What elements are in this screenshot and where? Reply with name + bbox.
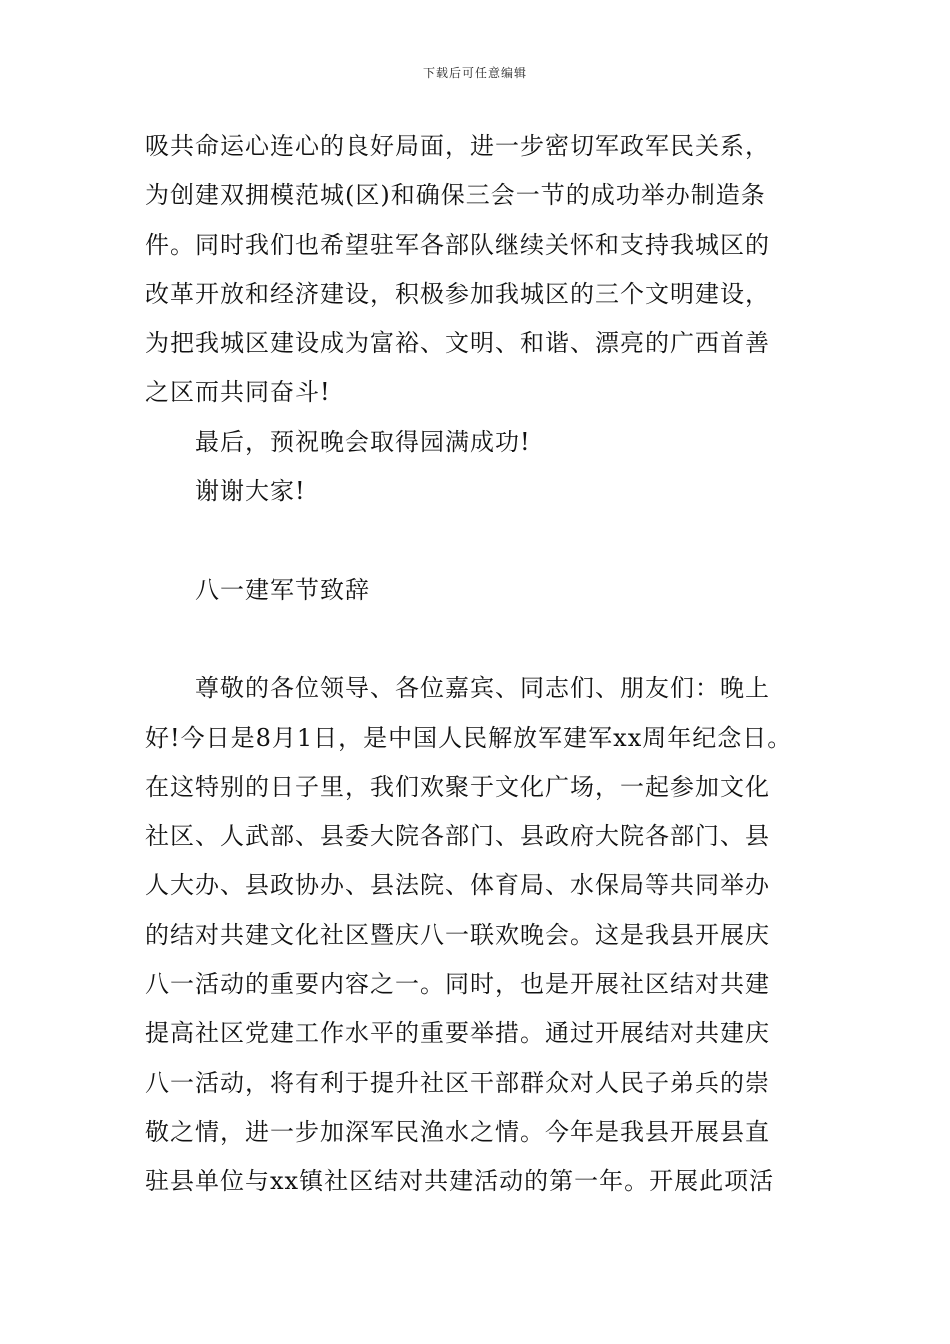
body-line: 为把我城区建设成为富裕、文明、和谐、漂亮的广西首善 <box>145 329 770 358</box>
spacer <box>145 615 845 664</box>
body-line: 为创建双拥模范城(区)和确保三会一节的成功举办制造条 <box>145 181 766 210</box>
closing-wish: 最后，预祝晚会取得园满成功! <box>195 427 531 456</box>
body-line: 在这特别的日子里，我们欢聚于文化广场，一起参加文化 <box>145 772 770 801</box>
header-note: 下载后可任意编辑 <box>422 66 527 80</box>
body-line: 改革开放和经济建设，积极参加我城区的三个文明建设， <box>145 279 770 308</box>
body-line: 的结对共建文化社区暨庆八一联欢晚会。这是我县开展庆 <box>145 920 770 949</box>
body-line: 八一活动的重要内容之一。同时，也是开展社区结对共建 <box>145 970 770 999</box>
body-line: 尊敬的各位领导、各位嘉宾、同志们、朋友们：晚上 <box>195 674 770 703</box>
body-line: 驻县单位与xx镇社区结对共建活动的第一年。开展此项活 <box>145 1167 775 1196</box>
body-line: 吸共命运心连心的良好局面，进一步密切军政军民关系， <box>145 132 770 160</box>
closing-thanks: 谢谢大家! <box>195 477 306 506</box>
body-line: 敬之情，进一步加深军民渔水之情。今年是我县开展县直 <box>145 1117 770 1146</box>
body-line: 八一活动，将有利于提升社区干部群众对人民子弟兵的崇 <box>145 1068 770 1097</box>
body-line: 人大办、县政协办、县法院、体育局、水保局等共同举办 <box>145 871 770 900</box>
body-line: 提高社区党建工作水平的重要举措。通过开展结对共建庆 <box>145 1019 770 1048</box>
body-line: 社区、人武部、县委大院各部门、县政府大院各部门、县 <box>145 822 770 851</box>
body-line: 好!今日是8月1日，是中国人民解放军建军xx周年纪念日。 <box>145 723 793 752</box>
spacer <box>145 516 845 565</box>
body-line: 之区而共同奋斗! <box>145 378 331 407</box>
section-title: 八一建军节致辞 <box>195 575 370 604</box>
body-line: 件。同时我们也希望驻军各部队继续关怀和支持我城区的 <box>145 230 770 259</box>
document-body <box>145 122 845 1207</box>
